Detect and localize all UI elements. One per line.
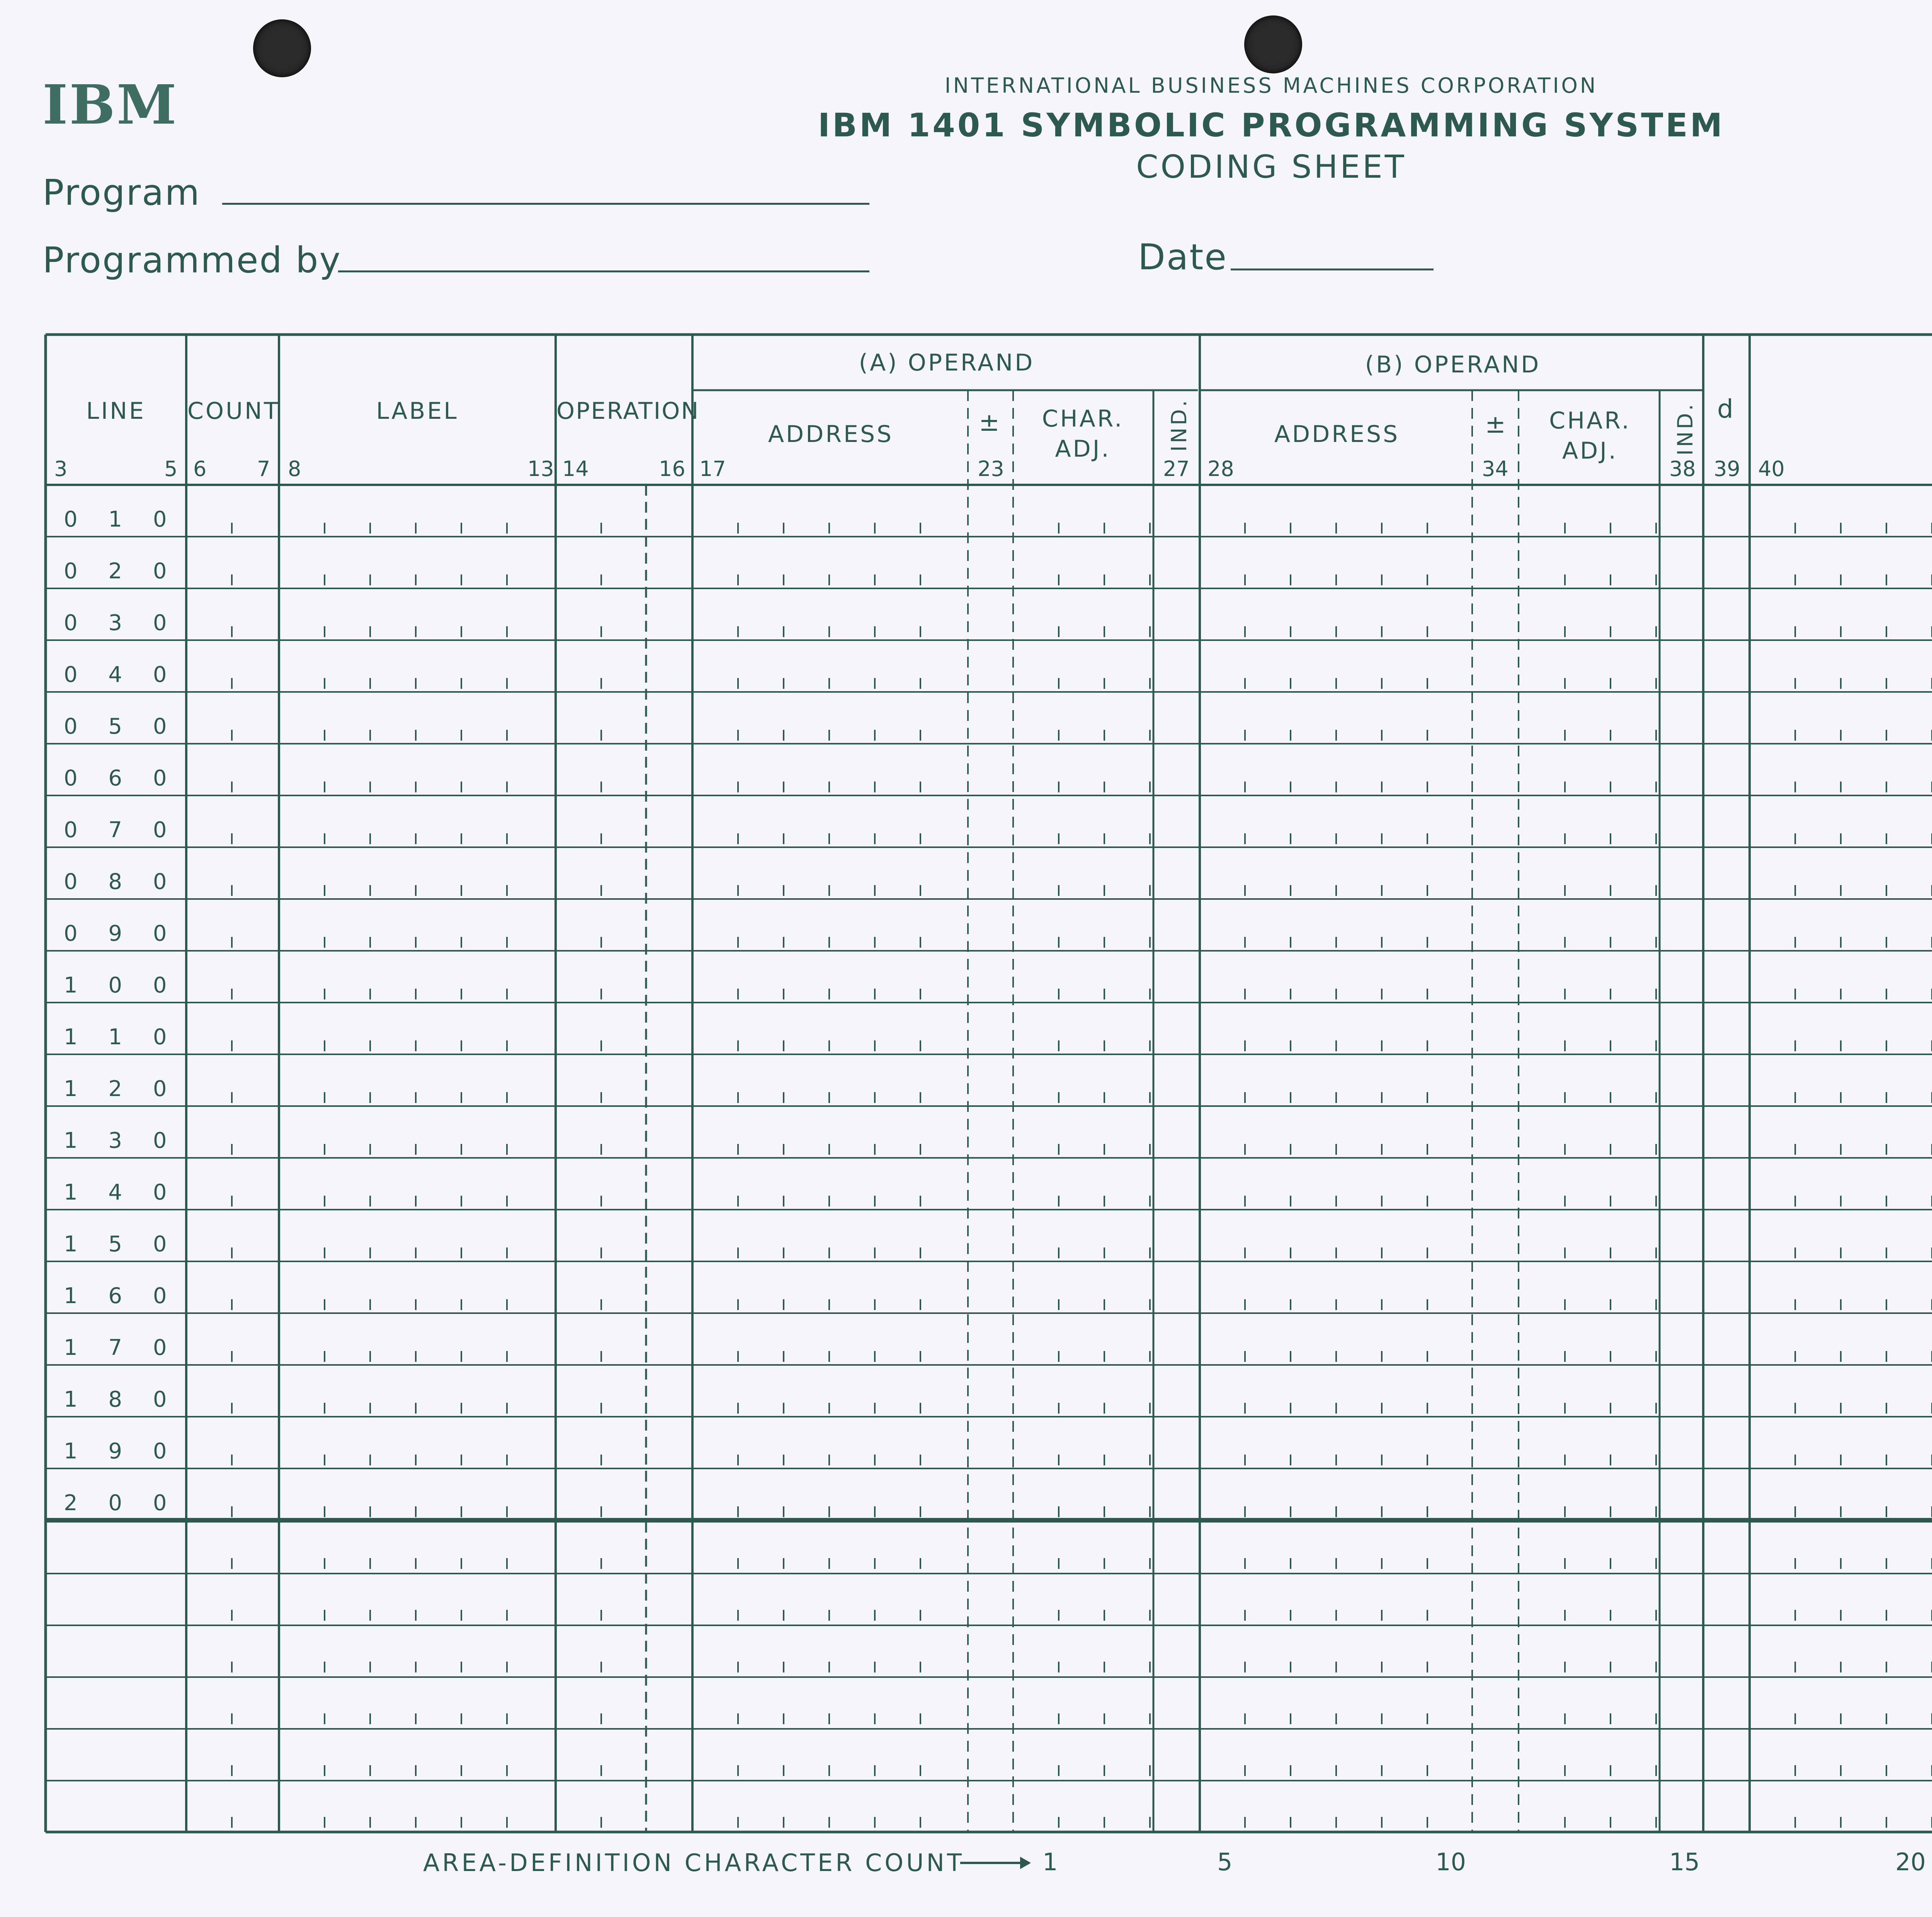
line-number: 0 2 0 (64, 559, 167, 584)
sheet-title: CODING SHEET (1136, 149, 1406, 185)
colnum-13: 13 (527, 457, 554, 481)
colnum-27: 27 (1163, 457, 1190, 481)
line-number: 1 3 0 (64, 1128, 167, 1153)
header-b-address: ADDRESS (1274, 421, 1400, 448)
header-a-plus-minus: ± (979, 408, 1002, 437)
line-number: 1 8 0 (64, 1387, 167, 1412)
line-number: 0 6 0 (64, 766, 167, 791)
header-d: d (1717, 394, 1735, 424)
system-title: IBM 1401 SYMBOLIC PROGRAMMING SYSTEM (818, 106, 1725, 144)
ruler-5: 5 (1217, 1848, 1233, 1876)
line-number: 1 9 0 (64, 1439, 167, 1464)
header-a-char-adj: CHAR. ADJ. (1042, 405, 1124, 462)
program-label: Program (43, 172, 201, 213)
corporation-name: INTERNATIONAL BUSINESS MACHINES CORPORATION (944, 73, 1598, 98)
colnum-39: 39 (1714, 457, 1740, 481)
line-number: 0 7 0 (64, 817, 167, 843)
header-count: COUNT (187, 398, 280, 425)
colnum-38: 38 (1669, 457, 1696, 481)
line-number: 1 6 0 (64, 1283, 167, 1309)
ruler-10: 10 (1435, 1848, 1466, 1876)
line-number: 1 1 0 (64, 1025, 167, 1050)
header-a-address: ADDRESS (768, 421, 894, 448)
date-label: Date (1138, 236, 1228, 278)
colnum-5: 5 (164, 457, 178, 481)
header-a-ind: IND. (1167, 398, 1191, 452)
colnum-3: 3 (54, 457, 68, 481)
line-number: 1 5 0 (64, 1232, 167, 1257)
header-b-char-adj: CHAR. ADJ. (1549, 407, 1631, 464)
line-number: 0 3 0 (64, 610, 167, 636)
header-b-plus-minus: ± (1485, 410, 1508, 439)
line-number: 0 8 0 (64, 869, 167, 894)
line-number: 0 5 0 (64, 714, 167, 739)
colnum-6: 6 (193, 457, 207, 481)
colnum-14: 14 (562, 457, 589, 481)
colnum-7: 7 (257, 457, 270, 481)
header-a-operand: (A) OPERAND (859, 349, 1035, 376)
header-comments (1750, 398, 1932, 428)
colnum-8: 8 (288, 457, 301, 481)
ruler-1: 1 (1043, 1848, 1058, 1876)
line-number: 0 1 0 (64, 507, 167, 532)
line-number: 1 2 0 (64, 1076, 167, 1101)
ruler-15: 15 (1669, 1848, 1700, 1876)
line-number: 1 7 0 (64, 1335, 167, 1360)
colnum-17: 17 (699, 457, 726, 481)
colnum-28: 28 (1208, 457, 1234, 481)
colnum-23: 23 (978, 457, 1004, 481)
area-definition-label: AREA-DEFINITION CHARACTER COUNT (423, 1849, 964, 1877)
ibm-logo: IBM (43, 73, 178, 137)
line-number: 1 0 0 (64, 973, 167, 998)
line-number: 1 4 0 (64, 1180, 167, 1205)
colnum-40: 40 (1758, 457, 1785, 481)
line-number: 2 0 0 (64, 1490, 167, 1516)
header-line: LINE (86, 398, 146, 425)
line-number: 0 9 0 (64, 921, 167, 946)
colnum-16: 16 (659, 457, 685, 481)
header-label: LABEL (376, 398, 459, 425)
header-b-operand: (B) OPERAND (1365, 351, 1541, 378)
header-b-ind: IND. (1673, 402, 1697, 456)
colnum-34: 34 (1482, 457, 1509, 481)
ruler-20: 20 (1895, 1848, 1926, 1876)
line-number: 0 4 0 (64, 662, 167, 687)
programmed-by-label: Programmed by (43, 240, 342, 281)
header-operation: OPERATION (556, 398, 700, 425)
